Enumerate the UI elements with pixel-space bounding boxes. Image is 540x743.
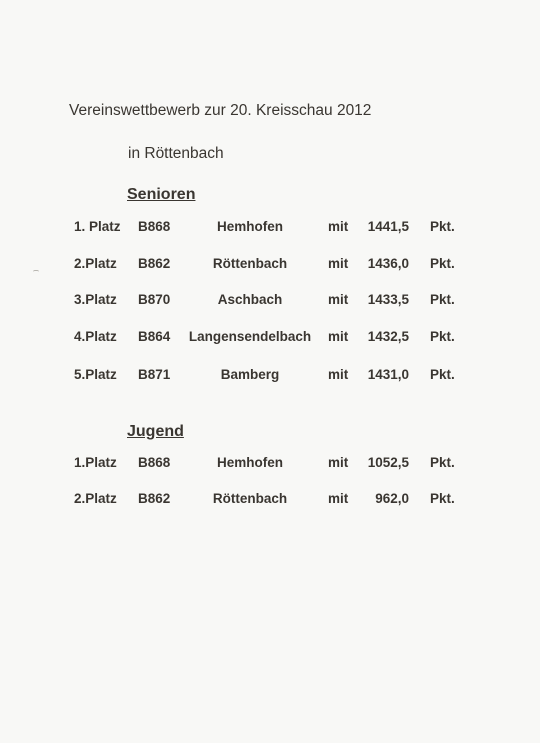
score-unit: Pkt. [430,491,455,506]
mit-label: mit [328,329,349,344]
result-row [0,491,540,511]
score-unit: Pkt. [430,367,455,382]
club-code: B862 [138,256,171,271]
club-code: B864 [138,329,171,344]
result-row [0,256,540,276]
result-row [0,455,540,475]
mit-label: mit [328,455,349,470]
club-code: B870 [138,292,171,307]
place-label: 2.Platz [74,256,117,271]
score-value: 1432,5 [367,329,409,344]
score-value: 1433,5 [367,292,409,307]
place-label: 2.Platz [74,491,117,506]
result-row [0,329,540,349]
score-value: 1436,0 [367,256,409,271]
score-value: 1052,5 [367,455,409,470]
club-code: B862 [138,491,171,506]
document-title: Vereinswettbewerb zur 20. Kreisschau 2012 [69,102,372,119]
place-label: 1.Platz [74,455,117,470]
club-name: Bamberg [220,367,280,382]
score-unit: Pkt. [430,219,455,234]
club-name: Langensendelbach [188,329,312,344]
result-row [0,292,540,312]
club-name: Röttenbach [212,256,288,271]
document-location: in Röttenbach [128,145,224,162]
club-code: B871 [138,367,171,382]
score-unit: Pkt. [430,256,455,271]
place-label: 5.Platz [74,367,117,382]
score-unit: Pkt. [430,329,455,344]
place-label: 4.Platz [74,329,117,344]
place-label: 3.Platz [74,292,117,307]
club-code: B868 [138,455,171,470]
score-unit: Pkt. [430,455,455,470]
section-heading-jugend: Jugend [127,423,184,440]
club-code: B868 [138,219,171,234]
result-row [0,219,540,239]
club-name: Hemhofen [216,219,284,234]
mit-label: mit [328,367,349,382]
score-unit: Pkt. [430,292,455,307]
mit-label: mit [328,256,349,271]
club-name: Hemhofen [216,455,284,470]
place-label: 1. Platz [74,219,121,234]
mit-label: mit [328,491,349,506]
result-row [0,367,540,387]
score-value: 1431,0 [367,367,409,382]
club-name: Aschbach [217,292,283,307]
section-heading-senioren: Senioren [127,186,196,203]
score-value: 962,0 [375,491,409,506]
mit-label: mit [328,292,349,307]
club-name: Röttenbach [212,491,288,506]
score-value: 1441,5 [367,219,409,234]
mit-label: mit [328,219,349,234]
